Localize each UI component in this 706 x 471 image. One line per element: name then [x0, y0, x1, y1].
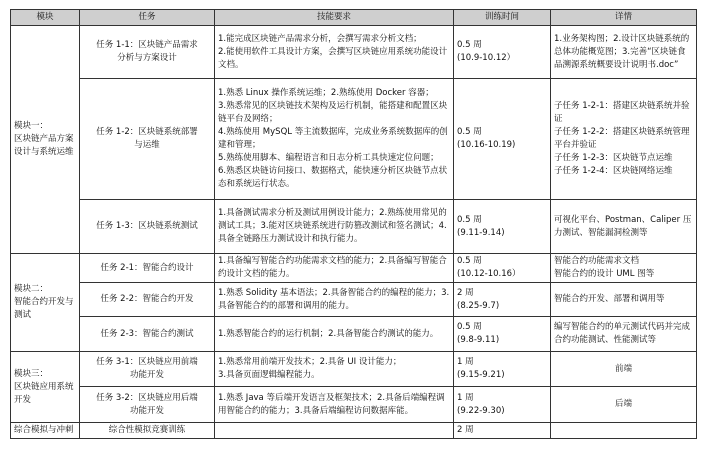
- details-cell: [551, 254, 697, 283]
- skills-cell: [215, 352, 454, 387]
- task-cell: [80, 79, 215, 200]
- skill-text: 1.熟悉 Linux 操作系统运维；2.熟练使用 Docker 容器；: [218, 88, 434, 98]
- skill-text: 5.熟练使用脚本、编程语言和日志分析工具快速定位问题；: [218, 153, 439, 163]
- skill-text: 4.熟练使用 MySQL 等主流数据库，完成业务系统数据库的创建和管理；: [218, 127, 448, 150]
- header-skills: 技能要求: [215, 10, 454, 26]
- skill-text: 1.熟悉常用前端开发技术；2.具备 UI 设计能力；: [218, 357, 402, 367]
- task-label: 任务 3-1：区块链应用前端: [96, 357, 198, 367]
- detail-text: 可视化平台、Postman、Caliper 压力测试、智能漏洞检测等: [554, 214, 692, 238]
- module-label: 模块一：: [14, 121, 49, 131]
- time-text: 0.5 周: [457, 214, 482, 225]
- final-module-cell: 综合模拟与冲刺: [11, 423, 80, 439]
- skill-text: 1.熟悉 Java 等后端开发语言及框架技术；2.具备后端编程调用智能合约的能力；3.具备后端编程访问数据库能。: [218, 392, 445, 416]
- table-row: [11, 79, 697, 200]
- task-label: 任务 2-3：智能合约测试: [100, 328, 194, 339]
- detail-text: 后端: [614, 399, 632, 409]
- time-text: (9.8-9.11): [457, 335, 500, 345]
- task-cell: [80, 283, 215, 317]
- task-label: 任务 2-1：智能合约设计: [100, 262, 194, 273]
- skill-text: 1.熟悉 Solidity 基本语法；2.具备智能合约的编程的能力；3.具备智能合约的部署和调用的能力。: [218, 287, 450, 311]
- time-cell: [454, 352, 551, 387]
- time-text: 0.5 周: [457, 256, 482, 266]
- table-row: [11, 387, 697, 423]
- time-text: (9.11-9.14): [457, 227, 505, 238]
- header-row: [11, 10, 697, 26]
- time-text: 1 周: [457, 392, 474, 403]
- details-cell: [551, 352, 697, 387]
- time-text: (10.9-10.12）: [457, 53, 516, 63]
- time-text: 2 周: [457, 287, 474, 298]
- details-cell: [551, 387, 697, 423]
- details-cell: [551, 79, 697, 200]
- task-cell: [80, 352, 215, 387]
- detail-text: 子任务 1-2-3：区块链节点运维: [554, 153, 673, 163]
- module-cell: [11, 26, 80, 254]
- time-text: (10.16-10.19): [457, 140, 516, 150]
- module-cell: [11, 352, 80, 423]
- skill-text: 3.熟悉常见的区块链技术架构及运行机制，能搭建和配置区块链平台及网络；: [218, 101, 448, 124]
- task-cell: [80, 254, 215, 283]
- header-module: 模块: [11, 10, 80, 26]
- skills-cell: [215, 283, 454, 317]
- skills-cell: [215, 26, 454, 79]
- time-cell: [454, 254, 551, 283]
- skills-cell: [215, 79, 454, 200]
- final-row: [11, 423, 697, 439]
- detail-text: 前端: [614, 363, 632, 374]
- skills-cell: [215, 254, 454, 283]
- time-text: (9.15-9.21): [457, 370, 505, 380]
- details-cell: [551, 200, 697, 254]
- time-text: (10.12-10.16）: [457, 269, 521, 279]
- table-row: [11, 254, 697, 283]
- detail-text: 1.业务架构图；2.设计区块链系统的总体功能概览图；3.完善“区块链食品溯源系统概要设计说明书.doc”: [554, 33, 690, 70]
- detail-text: 智能合约开发、部署和调用等: [554, 294, 665, 304]
- module-label: 区块链产品方案: [14, 134, 74, 144]
- time-text: (8.25-9.7): [457, 300, 500, 311]
- task-label: 任务 1-2：区块链系统部署: [96, 127, 198, 137]
- task-label: 任务 1-1：区块链产品需求: [96, 40, 198, 50]
- detail-text: 编写智能合约的单元测试代码并完成合约功能测试、性能测试等: [554, 322, 691, 345]
- skills-cell: [215, 387, 454, 423]
- detail-text: 子任务 1-2-2：搭建区块链系统管理平台并验证: [554, 127, 690, 150]
- skill-text: 1.熟悉智能合约的运行机制；2.具备智能合约测试的能力。: [218, 328, 439, 339]
- time-cell: [454, 317, 551, 352]
- task-label: 任务 3-2：区块链应用后端: [96, 392, 198, 403]
- header-task: 任务: [80, 10, 215, 26]
- time-cell: [454, 387, 551, 423]
- skills-cell: [215, 317, 454, 352]
- table-row: [11, 352, 697, 387]
- module-label: 智能合约开发与: [14, 297, 74, 307]
- module-label: 模块二：: [14, 284, 49, 294]
- time-cell: [454, 26, 551, 79]
- task-cell: [80, 317, 215, 352]
- skill-text: 3.具备页面逻辑编程能力。: [218, 370, 320, 380]
- task-label: 与运维: [134, 140, 160, 150]
- final-task-cell: 综合性模拟竞赛训练: [80, 423, 215, 439]
- table-row: [11, 317, 697, 352]
- detail-text: 智能合约的设计 UML 图等: [554, 269, 655, 279]
- skill-text: 1.具备测试需求分析及测试用例设计能力；2.熟练使用常见的测试工具；3.能对区块链系统进行防篡改测试和签名测试；4.具备全链路压力测试设计和执行能力。: [218, 208, 447, 244]
- detail-text: 子任务 1-2-1：搭建区块链系统并验证: [554, 101, 690, 124]
- task-cell: [80, 200, 215, 254]
- task-cell: [80, 387, 215, 423]
- details-cell: [551, 317, 697, 352]
- table-body: [11, 26, 697, 439]
- final-skills-cell: [215, 423, 454, 439]
- header-details: 详情: [551, 10, 697, 26]
- training-plan-table: [10, 9, 697, 439]
- module-label: 区块链应用系统: [14, 381, 74, 392]
- header-time: 训练时间: [454, 10, 551, 26]
- table-row: [11, 200, 697, 254]
- skill-text: 1.能完成区块链产品需求分析，会撰写需求分析文档；: [218, 33, 422, 44]
- skill-text: 1.具备编写智能合约功能需求文档的能力；2.具备编写智能合约设计文档的能力。: [218, 256, 447, 279]
- table-row: [11, 26, 697, 79]
- time-cell: [454, 79, 551, 200]
- module-label: 模块三：: [14, 368, 49, 379]
- time-text: 0.5 周: [457, 127, 482, 137]
- skill-text: 6.熟悉区块链访问接口、数据格式，能快速分析区块链节点状态和系统运行状态。: [218, 166, 448, 189]
- module-label: 开发: [14, 394, 32, 405]
- task-label: 功能开发: [129, 405, 164, 416]
- task-label: 功能开发: [129, 370, 164, 380]
- final-details-cell: [551, 423, 697, 439]
- table-header: [11, 10, 697, 26]
- time-cell: [454, 283, 551, 317]
- detail-text: 子任务 1-2-4：区块链网络运维: [554, 166, 673, 176]
- skill-text: 2.能使用软件工具设计方案，会撰写区块链应用系统功能设计文档。: [218, 46, 448, 70]
- table-row: [11, 283, 697, 317]
- time-text: 1 周: [457, 357, 474, 367]
- module-label: 测试: [14, 310, 32, 320]
- time-text: (9.22-9.30): [457, 405, 505, 416]
- detail-text: 智能合约功能需求文档: [554, 256, 640, 266]
- task-label: 任务 1-3：区块链系统测试: [96, 221, 198, 231]
- module-label: 设计与系统运维: [14, 147, 74, 157]
- module-cell: [11, 254, 80, 352]
- time-text: 0.5 周: [457, 322, 482, 332]
- skills-cell: [215, 200, 454, 254]
- task-cell: [80, 26, 215, 79]
- time-text: 0.5 周: [457, 40, 482, 50]
- task-label: 任务 2-2：智能合约开发: [100, 294, 194, 304]
- task-label: 分析与方案设计: [117, 53, 177, 63]
- details-cell: [551, 283, 697, 317]
- details-cell: [551, 26, 697, 79]
- final-time-cell: 2 周: [454, 423, 551, 439]
- time-cell: [454, 200, 551, 254]
